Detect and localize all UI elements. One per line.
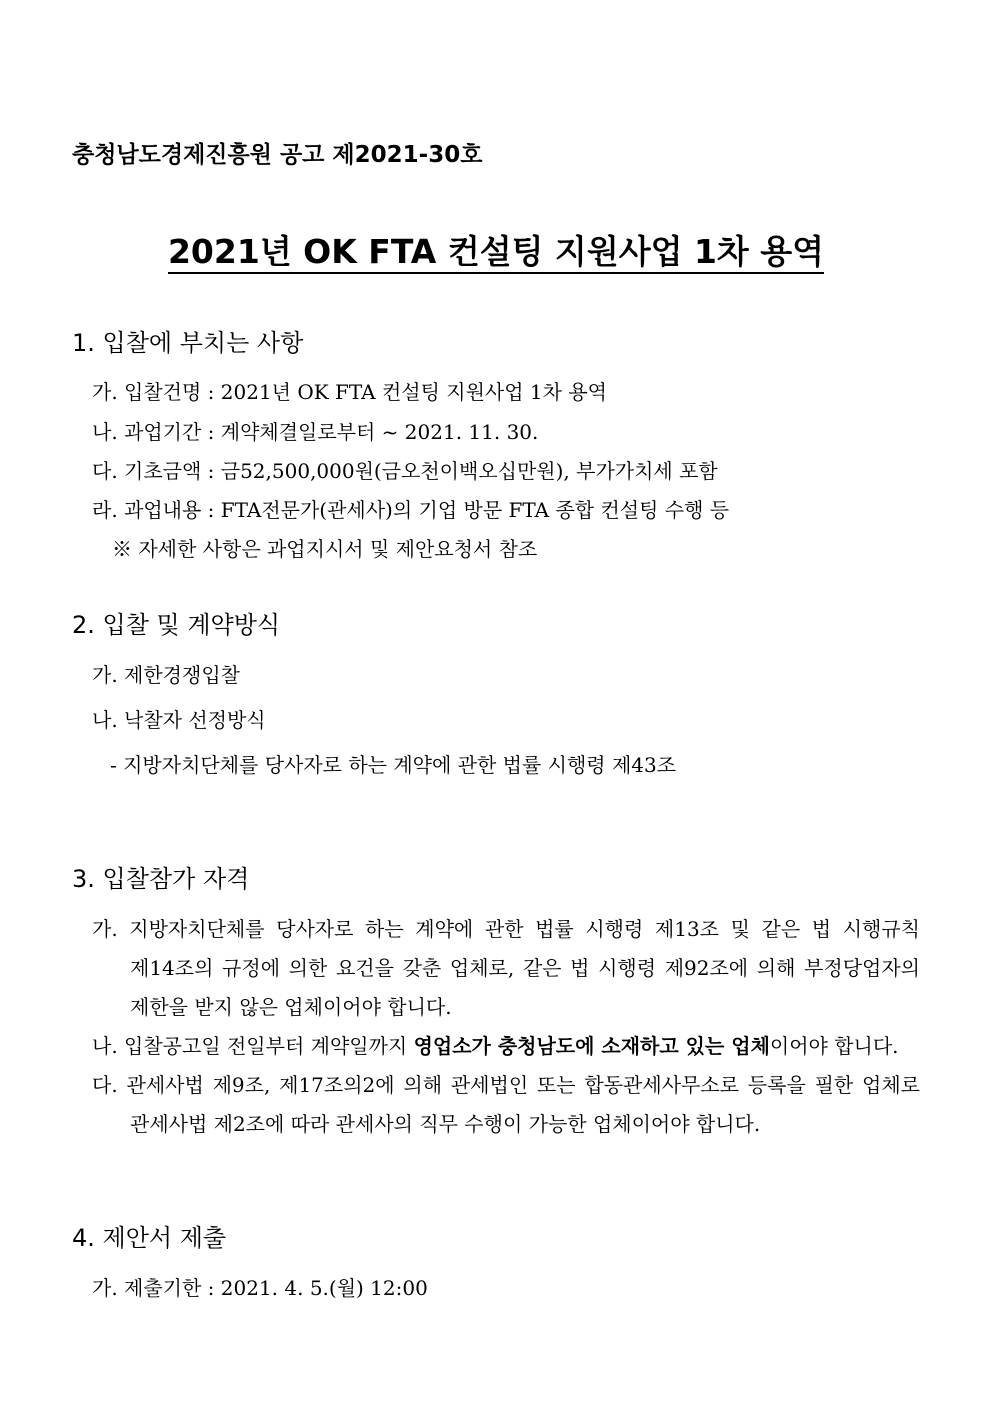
section-1-item-b: 나. 과업기간 : 계약체결일로부터 ~ 2021. 11. 30. <box>92 420 539 444</box>
section-heading-1: 1. 입찰에 부치는 사항 <box>72 329 304 357</box>
section-3-item-b <box>92 1030 920 1059</box>
section-2-item-b: 나. 낙찰자 선정방식 <box>92 708 266 732</box>
section-3-item-a-line-1: 가. 지방자치단체를 당사자로 하는 계약에 관한 법률 시행령 제13조 및 같은 법 시행규칙 <box>92 917 920 941</box>
section-heading-3: 3. 입찰참가 자격 <box>72 865 250 893</box>
section-2-sub-item: - 지방자치단체를 당사자로 하는 계약에 관한 법률 시행령 제43조 <box>110 753 677 777</box>
section-3-item-b-before: 나. 입찰공고일 전일부터 계약일까지 <box>92 1034 414 1058</box>
section-3-item-a-line-2: 제14조의 규정에 의한 요건을 갖춘 업체로, 같은 법 시행령 제92조에 의해 부정당업자의 <box>130 956 920 980</box>
section-heading-4: 4. 제안서 제출 <box>72 1224 227 1252</box>
section-3-item-b-after: 이어야 합니다. <box>769 1034 899 1058</box>
section-4-item-a: 가. 제출기한 : 2021. 4. 5.(월) 12:00 <box>92 1276 428 1300</box>
section-3-item-c-line-2: 관세사법 제2조에 따라 관세사의 직무 수행이 가능한 업체이어야 합니다. <box>130 1112 761 1136</box>
section-3-item-b-emphasis: 영업소가 충청남도에 소재하고 있는 업체 <box>413 1034 770 1058</box>
section-1-item-d: 라. 과업내용 : FTA전문가(관세사)의 기업 방문 FTA 종합 컨설팅 수행 등 <box>92 498 730 522</box>
section-3-item-a-line-3: 제한을 받지 않은 업체이어야 합니다. <box>130 995 452 1019</box>
section-3-item-c-line-1: 다. 관세사법 제9조, 제17조의2에 의해 관세법인 또는 합동관세사무소로 등록을 필한 업체로 <box>92 1073 920 1097</box>
section-2-item-a: 가. 제한경쟁입찰 <box>92 663 240 687</box>
section-1-note: ※ 자세한 사항은 과업지시서 및 제안요청서 참조 <box>112 537 538 561</box>
notice-number: 충청남도경제진흥원 공고 제2021-30호 <box>72 142 483 168</box>
document-title <box>0 226 992 273</box>
section-1-item-a: 가. 입찰건명 : 2021년 OK FTA 컨설팅 지원사업 1차 용역 <box>92 380 607 404</box>
section-1-item-c: 다. 기초금액 : 금52,500,000원(금오천이백오십만원), 부가가치세 포함 <box>92 459 718 483</box>
section-heading-2: 2. 입찰 및 계약방식 <box>72 611 281 639</box>
document-title-text: 2021년 OK FTA 컨설팅 지원사업 1차 용역 <box>168 232 824 274</box>
